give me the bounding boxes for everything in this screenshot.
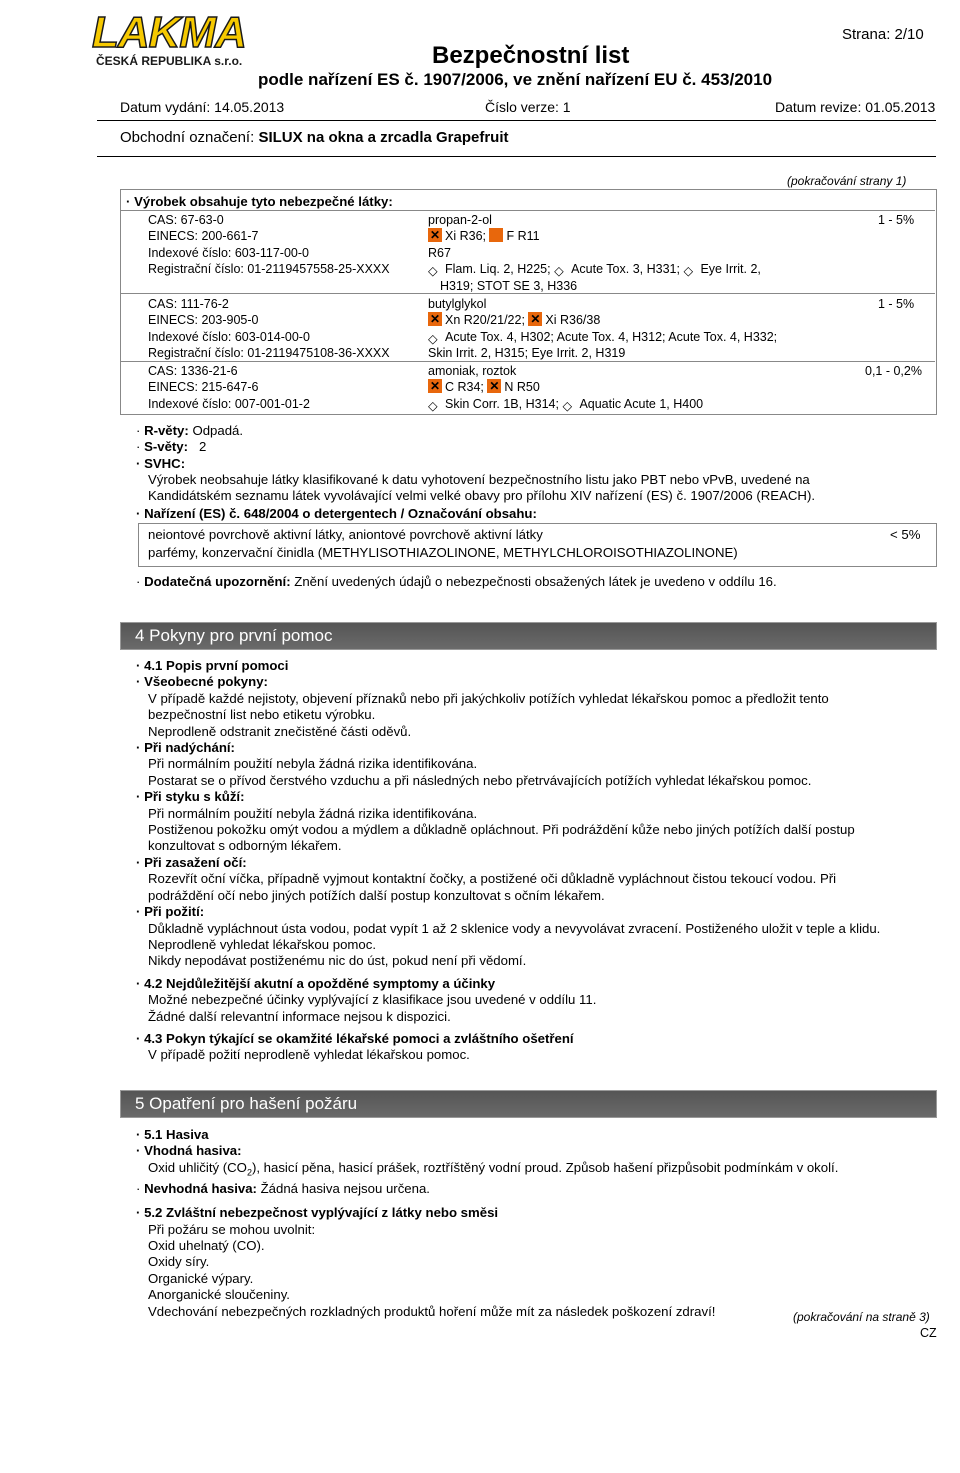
eye-text <box>136 871 936 904</box>
h-phrase-cont: H319; STOT SE 3, H336 <box>440 278 578 293</box>
text-line: Organické výpary. <box>148 1270 254 1286</box>
text-line: Možné nebezpečné účinky vyplývající z klasifikace jsou uvedené v oddílu 11. <box>148 992 597 1008</box>
continuation-to: (pokračování na straně 3) <box>793 1310 930 1324</box>
r-phrase: F R11 <box>506 229 540 244</box>
substance-ids <box>148 363 310 412</box>
text-line: Postarat se o přívod čerstvého vzduchu a při následných nebo přetrvávajících potížích vyhledat lékařskou pomoc. <box>148 772 812 788</box>
eye-label: · Při zasažení očí: <box>136 855 936 871</box>
row-divider <box>120 293 935 294</box>
subsection-5-2: · 5.2 Zvláštní nebezpečnost vyplývající z látky nebo směsi <box>136 1205 936 1221</box>
substance-name: propan-2-ol <box>428 213 492 227</box>
general-text <box>136 691 936 740</box>
substance-ids <box>148 296 390 362</box>
general-label: · Všeobecné pokyny: <box>136 674 936 690</box>
svhc-line: Výrobek neobsahuje látky klasifikované k datu vyhotovení bezpečnostního listu jako PBT nebo vPvB, uvedené na <box>148 472 810 487</box>
r-phrases <box>428 228 761 244</box>
section-5-body <box>136 1127 936 1320</box>
registration-number: Registrační číslo: 01-2119475108-36-XXXX <box>148 346 390 361</box>
additional-text: Znění uvedených údajů o nebezpečnosti obsažených látek je uvedeno v oddílu 16. <box>294 574 777 589</box>
h-phrases <box>428 396 703 412</box>
treatment-text: V případě požití neprodleně vyhledat lékařskou pomoc. <box>148 1047 470 1063</box>
h-phrase: Acute Tox. 4, H302; Acute Tox. 4, H312; Acute Tox. 4, H332; <box>445 329 778 344</box>
ingestion-text <box>136 921 936 970</box>
logo-subtext: ČESKÁ REPUBLIKA s.r.o. <box>96 54 243 68</box>
r-phrases <box>428 379 703 395</box>
r-phrase: R67 <box>428 245 451 260</box>
subsection-5-1: · 5.1 Hasiva <box>136 1127 936 1143</box>
subsection-4-1: · 4.1 Popis první pomoci <box>136 658 936 674</box>
header-divider <box>97 120 936 121</box>
text-line: Postiženou pokožku omýt vodou a mýdlem a důkladně opláchnout. Při podráždění kůže nebo jiných potížích další postup <box>148 822 855 838</box>
text-line: V případě každé nejistoty, objevení příznaků nebo při jakýchkoliv potížích vyhledat lékařskou pomoc a předložit tento <box>148 690 829 706</box>
environment-icon <box>487 379 501 393</box>
skull-diamond-icon: ◇ <box>554 264 564 279</box>
svhc-label: · SVHC: <box>136 456 185 472</box>
suitable-label: · Vhodná hasiva: <box>136 1143 936 1159</box>
einecs: EINECS: 203-905-0 <box>148 313 259 328</box>
text-line: Nikdy nepodávat postiženému nic do úst, pokud není při vědomí. <box>148 953 527 969</box>
concentration: 0,1 - 0,2% <box>865 364 922 378</box>
detergent-row-text: parfémy, konzervační činidla (METHYLISOTHIAZOLINONE, METHYLCHLOROISOTHIAZOLINONE) <box>148 545 738 560</box>
substance-name: butylglykol <box>428 297 487 311</box>
ingestion-label: · Při požití: <box>136 904 936 920</box>
r-phrases-line <box>136 423 243 439</box>
r-value: Odpadá. <box>192 423 244 438</box>
text-line: konzultovat s odborným lékařem. <box>148 838 342 854</box>
text-line: Při normálním použití nebyla žádná rizika identifikována. <box>148 756 478 772</box>
h-phrases <box>428 329 777 345</box>
cas: CAS: 111-76-2 <box>148 297 229 311</box>
index-number: Indexové číslo: 603-117-00-0 <box>148 245 309 260</box>
text-line: Neprodleně vyhledat lékařskou pomoc. <box>148 936 376 952</box>
symptoms-text <box>136 992 936 1025</box>
index-number: Indexové číslo: 007-001-01-2 <box>148 396 310 411</box>
substance-name: amoniak, roztok <box>428 364 517 378</box>
h-phrase: Acute Tox. 3, H331; <box>571 262 680 277</box>
document-subtitle: podle nařízení ES č. 1907/2006, ve znění nařízení EU č. 453/2010 <box>258 70 773 89</box>
hazards-text <box>136 1222 936 1320</box>
h-phrases <box>428 261 761 277</box>
hazard-heading: · Výrobek obsahuje tyto nebezpečné látky: <box>126 194 393 210</box>
text-line: Důkladně vypláchnout ústa vodou, podat vypít 1 až 2 sklenice vody a nevyvolávat zvracení. Postiženého uložit v teple a klidu. <box>148 920 881 936</box>
continuation-from: (pokračování strany 1) <box>787 174 907 188</box>
r-phrases <box>428 312 777 328</box>
hazard-heading-divider <box>120 210 935 211</box>
r-phrase: Xn R20/21/22; <box>445 313 525 328</box>
inhalation-text <box>136 756 936 789</box>
flame-diamond-icon: ◇ <box>428 264 438 279</box>
detergent-row-pct: < 5% <box>890 527 921 542</box>
text-line: Žádné další relevantní informace nejsou k dispozici. <box>148 1008 451 1024</box>
environment-diamond-icon: ◇ <box>562 398 573 413</box>
irritant-icon <box>428 228 442 242</box>
svhc-text <box>148 472 815 505</box>
trade-divider <box>97 156 936 157</box>
index-number: Indexové číslo: 603-014-00-0 <box>148 329 310 344</box>
subsection-4-2: · 4.2 Nejdůležitější akutní a opožděné symptomy a účinky <box>136 976 936 992</box>
unsuitable-label: Nevhodná hasiva: <box>144 1180 257 1196</box>
trade-name <box>120 129 509 146</box>
language-code: CZ <box>920 1326 937 1340</box>
subscript: 2 <box>246 1167 252 1178</box>
trade-value: SILUX na okna a zrcadla Grapefruit <box>258 129 509 146</box>
cas: CAS: 1336-21-6 <box>148 364 238 378</box>
document-title: Bezpečnostní list <box>432 42 630 69</box>
r-phrase: C R34; <box>445 380 484 395</box>
s-value: 2 <box>199 439 207 454</box>
s-phrases-line <box>136 439 206 455</box>
h-phrase: Aquatic Acute 1, H400 <box>579 396 704 411</box>
subsection-4-3: · 4.3 Pokyn týkající se okamžité lékařské pomoci a zvláštního ošetření <box>136 1031 936 1047</box>
r-label: R-věty: <box>144 423 189 438</box>
page-number: Strana: 2/10 <box>842 26 924 43</box>
row-divider <box>120 361 935 362</box>
einecs: EINECS: 215-647-6 <box>148 380 259 395</box>
version-number: Číslo verze: 1 <box>485 99 571 115</box>
text-line: Anorganické sloučeniny. <box>148 1287 290 1303</box>
h-phrase: Flam. Liq. 2, H225; <box>445 262 551 277</box>
h-phrase: Skin Corr. 1B, H314; <box>445 396 559 411</box>
detergent-row-text: neiontové povrchově aktivní látky, aniontové povrchově aktivní látky <box>148 527 543 542</box>
trade-label: Obchodní označení: <box>120 129 255 146</box>
text-line: podráždění očí nebo jiných potížích další postup konzultovat s očním lékařem. <box>148 887 605 903</box>
unsuitable-text: Žádná hasiva nejsou určena. <box>260 1180 430 1196</box>
s-label: S-věty: <box>144 439 189 454</box>
concentration: 1 - 5% <box>878 213 915 227</box>
detergent-label: · Nařízení (ES) č. 648/2004 o detergentech / Označování obsahu: <box>136 506 537 522</box>
section-4-title: 4 Pokyny pro první pomoc <box>135 626 333 645</box>
text-line: Neprodleně odstranit znečistěné části oděvů. <box>148 723 412 739</box>
text-line: Rozevřít oční víčka, případně vyjmout kontaktní čočky, a postižené oči důkladně vypláchnout čistou tekoucí vodou. Při <box>148 871 837 887</box>
skin-text <box>136 806 936 855</box>
suitable-text <box>136 1160 936 1181</box>
substance-classification <box>428 363 703 412</box>
text-line: Oxidy síry. <box>148 1254 210 1270</box>
h-phrase: Eye Irrit. 2, <box>700 262 761 277</box>
irritant-icon <box>528 312 542 326</box>
concentration: 1 - 5% <box>878 297 915 311</box>
text-line: Oxid uhelnatý (CO). <box>148 1238 265 1254</box>
additional-label: Dodatečná upozornění: <box>144 574 291 589</box>
h-phrase-cont: Skin Irrit. 2, H315; Eye Irrit. 2, H319 <box>428 346 626 361</box>
text-line: bezpečnostní list nebo etiketu výrobku. <box>148 707 376 723</box>
substance-classification <box>428 212 761 294</box>
issue-date: Datum vydání: 14.05.2013 <box>120 99 285 115</box>
r-phrase: Xi R36/38 <box>545 313 601 328</box>
corrosive-icon <box>428 379 442 393</box>
section-5-header <box>120 1090 937 1118</box>
cas: CAS: 67-63-0 <box>148 213 224 227</box>
exclamation-diamond-icon: ◇ <box>428 331 438 346</box>
text-part: ), hasicí pěna, hasicí prášek, roztříštěný vodní proud. Způsob hašení přizpůsobit podmínkám v okolí. <box>251 1159 839 1175</box>
harmful-icon <box>428 312 442 326</box>
section-5-title: 5 Opatření pro hašení požáru <box>135 1094 358 1113</box>
corrosion-diamond-icon: ◇ <box>428 398 438 413</box>
r-phrase: Xi R36; <box>445 229 486 244</box>
text-part: Oxid uhličitý (CO <box>148 1159 247 1175</box>
section-4-header <box>120 622 937 650</box>
svhc-line: Kandidátském seznamu látek vyvolávající velmi velké obavy pro přílohu XIV nařízení (ES) č. 1907/2006 (REACH). <box>148 488 816 504</box>
skin-label: · Při styku s kůží: <box>136 789 936 805</box>
r-phrase: N R50 <box>504 380 540 395</box>
registration-number: Registrační číslo: 01-2119457558-25-XXXX <box>148 262 390 277</box>
exclamation-diamond-icon: ◇ <box>683 264 694 279</box>
revision-date: Datum revize: 01.05.2013 <box>775 99 936 115</box>
text-line: Vdechování nebezpečných rozkladných produktů hoření může mít za následek poškození zdraví! <box>148 1303 716 1319</box>
flame-icon <box>489 228 503 242</box>
substance-ids <box>148 212 390 278</box>
text-line: Při normálním použití nebyla žádná rizika identifikována. <box>148 805 478 821</box>
text-line: Při požáru se mohou uvolnit: <box>148 1221 316 1237</box>
company-logo <box>92 8 274 68</box>
additional-note <box>136 574 777 590</box>
substance-classification <box>428 296 777 362</box>
einecs: EINECS: 200-661-7 <box>148 229 259 244</box>
logo-text: LAKMA <box>92 8 246 57</box>
section-4-body <box>136 658 936 1064</box>
unsuitable-line <box>136 1181 936 1197</box>
inhalation-label: · Při nadýchání: <box>136 740 936 756</box>
